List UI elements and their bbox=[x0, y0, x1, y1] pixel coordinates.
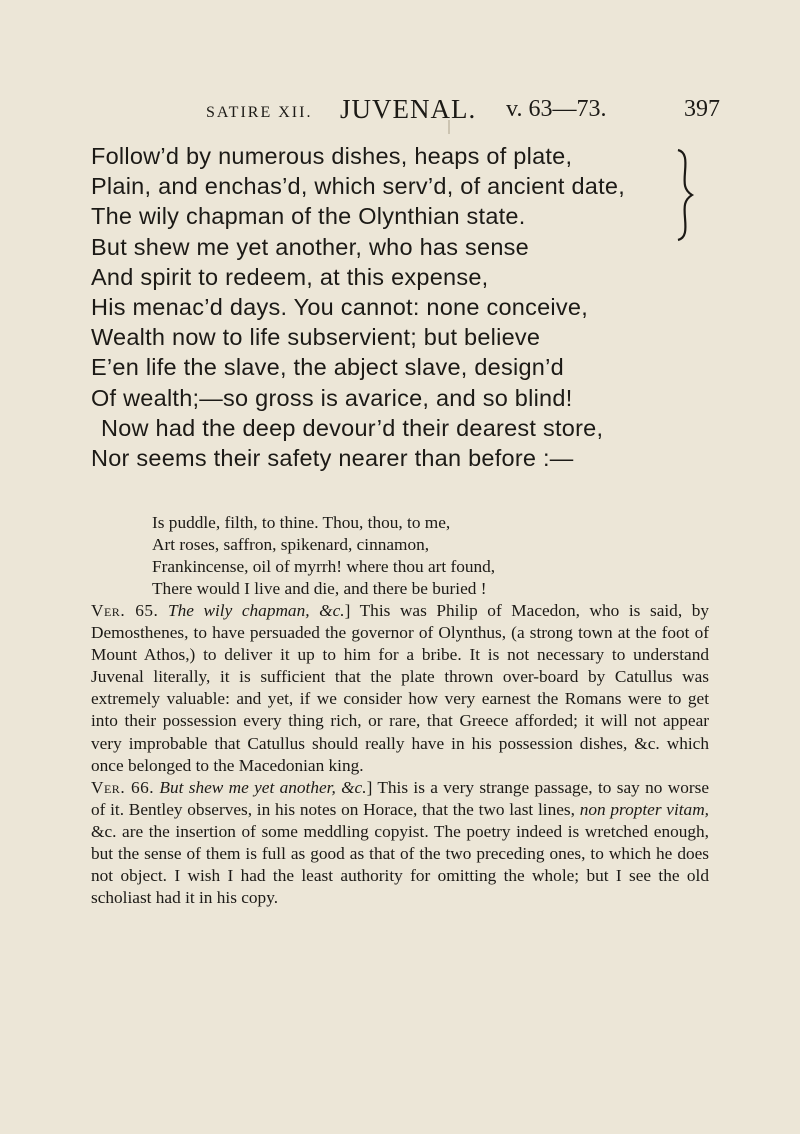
verse-block bbox=[91, 141, 651, 473]
verse-line: But shew me yet another, who has sense bbox=[91, 233, 529, 260]
running-head-satire: SATIRE XII. bbox=[206, 104, 313, 121]
running-head-title: JUVENAL. bbox=[340, 94, 477, 124]
verse-line: Of wealth;—so gross is avarice, and so blind! bbox=[91, 384, 573, 411]
page-number: 397 bbox=[684, 96, 720, 122]
note-text: This was Philip of Macedon, who is said, by Demosthenes, to have persuaded the governor of Olynthus, (a strong town at the foot of Mount Athos,) to deliver it up to him for a bribe. It is not necessary to understand Juvenal literally, it is sufficient that the plate thrown over-board by Catullus was extremely valuable: and yet, if we consider how very earnest the Romans were to get into their possession every thing rich, or rare, that Greece afforded; it will not appear very improbable that Catullus should really have in his possession dishes, &c. which once belonged to the Macedonian king. bbox=[91, 601, 710, 775]
note-lemma: But shew me yet another, &c. bbox=[159, 777, 367, 797]
verse-line: Nor seems their safety nearer than before :— bbox=[91, 444, 574, 471]
note-text: This is a very strange passage, to say no worse of it. Bentley observes, in his notes on Horace, that the two last lines, bbox=[91, 777, 709, 819]
verse-line: Plain, and enchas’d, which serv’d, of ancient date, bbox=[91, 173, 625, 200]
running-head bbox=[60, 94, 720, 132]
note-italic-phrase: non propter vitam, bbox=[579, 799, 710, 819]
note-reference: Ver. 66. bbox=[91, 777, 155, 797]
quote-line: Frankincense, oil of myrrh! where thou art found, bbox=[152, 557, 496, 576]
verse-line: His menac’d days. You cannot: none conceive, bbox=[91, 293, 588, 320]
running-head-line-range: v. 63—73. bbox=[506, 96, 607, 122]
triplet-brace bbox=[672, 148, 696, 242]
verse-line: Now had the deep devour’d their dearest store, bbox=[101, 414, 604, 441]
footnotes bbox=[91, 600, 709, 909]
verse-line: And spirit to redeem, at this expense, bbox=[91, 263, 489, 290]
verse-line: Wealth now to life subservient; but believe bbox=[91, 324, 541, 351]
note-ver-65: Ver. 65. The wily chapman, &c.] This was Philip of Macedon, who is said, by Demosthenes, to have persuaded the governor of Olynthus, (a strong town at the foot of Mount Athos,) to deliver it up to him for a bribe. It is not necessary to understand Juvenal literally, it is sufficient that the plate thrown over-board by Catullus was extremely valuable: and yet, if we consider how very earnest the Romans were to get into their possession every thing rich, or rare, that Greece afforded; it will not appear very improbable that Catullus should really have in his possession dishes, &c. which once belonged to the Macedonian king. bbox=[91, 601, 710, 775]
note-ver-66: Ver. 66. But shew me yet another, &c.] This is a very strange passage, to say no worse of it. Bentley observes, in his notes on Horace, that the two last lines, non propter vitam, &c. are the insertion of some meddling copyist. The poetry indeed is wretched enough, but the sense of them is full as good as that of the two preceding ones, to which he does not object. I wish I had the least authority for omitting the whole; but I see the old scholiast had it in his copy. bbox=[91, 777, 710, 908]
note-reference: Ver. 65. bbox=[91, 601, 159, 620]
quoted-verse bbox=[152, 512, 495, 600]
verse-line: E’en life the slave, the abject slave, design’d bbox=[91, 354, 564, 381]
quote-line: Art roses, saffron, spikenard, cinnamon, bbox=[152, 535, 430, 554]
verse-line: The wily chapman of the Olynthian state. bbox=[91, 203, 526, 230]
quote-line: Is puddle, filth, to thine. Thou, thou, to me, bbox=[152, 513, 451, 532]
note-lemma: The wily chapman, &c. bbox=[167, 601, 345, 620]
quote-line: There would I live and die, and there be buried ! bbox=[152, 579, 487, 598]
verse-line: Follow’d by numerous dishes, heaps of plate, bbox=[91, 143, 573, 169]
note-text: &c. are the insertion of some meddling copyist. The poetry indeed is wretched enough, but the sense of them is full as good as that of the two preceding ones, to which he does not object. I wish I had the least authority for omitting the whole; but I see the old scholiast had it in his copy. bbox=[91, 821, 709, 908]
